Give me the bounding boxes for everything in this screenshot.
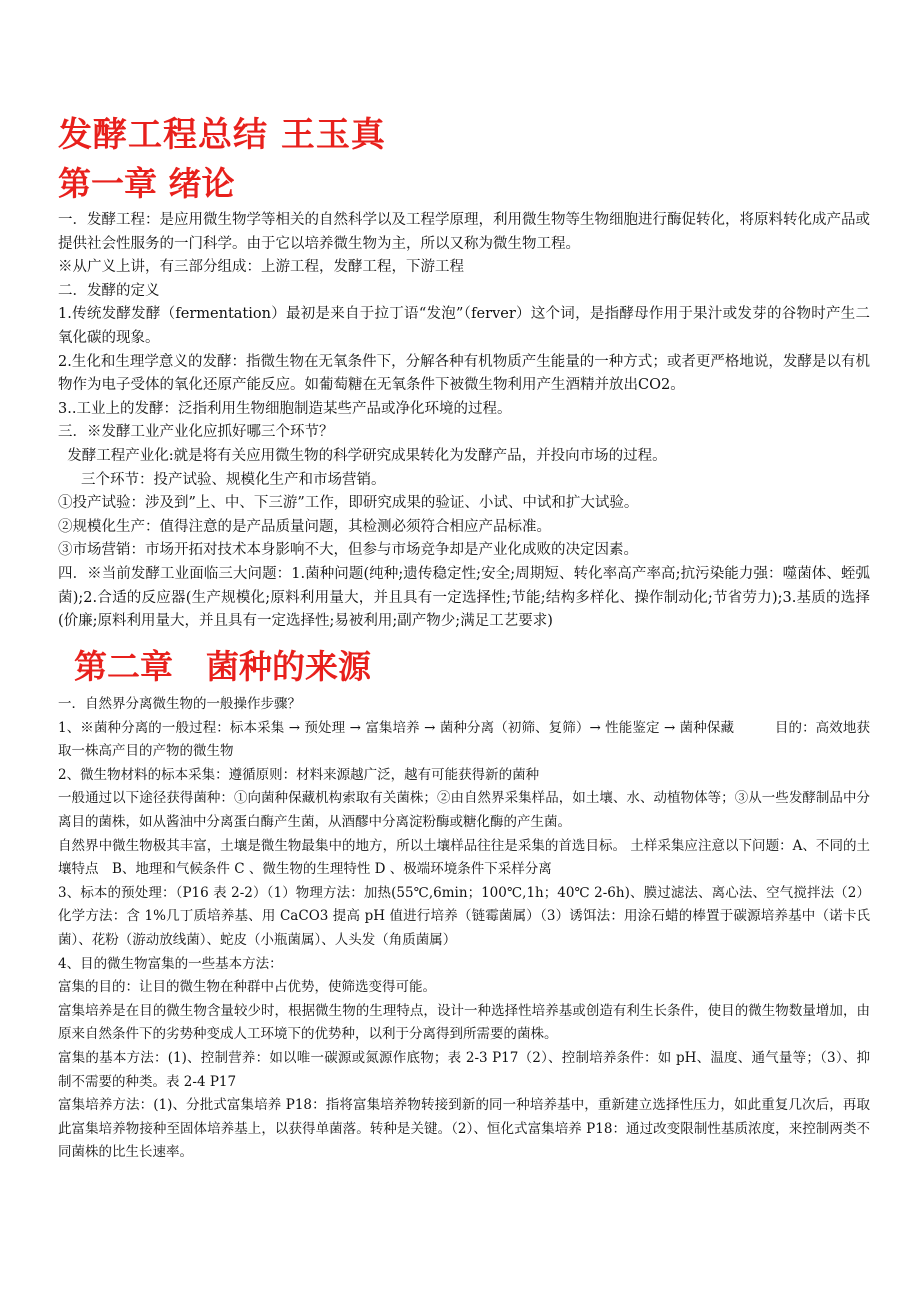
paragraph: 2.生化和生理学意义的发酵：指微生物在无氧条件下，分解各种有机物质产生能量的一种方式；或者更严格地说，发酵是以有机物作为电子受体的氧化还原产能反应。如葡萄糖在无氧条件下被微生物利用产生酒精并放出CO2。	[58, 353, 870, 394]
paragraph: 自然界中微生物极其丰富，土壤是微生物最集中的地方，所以土壤样品往往是采集的首选目标。 土样采集应注意以下问题：A、不同的土壤特点 B、地理和气候条件 C 、微生物的生理特性 D 、极端环境条件下采样分离	[58, 837, 870, 878]
paragraph: 3..工业上的发酵：泛指利用生物细胞制造某些产品或净化环境的过程。	[58, 400, 512, 417]
paragraph: 一．自然界分离微生物的一般操作步骤？	[58, 696, 301, 712]
paragraph: 三．※发酵工业产业化应抓好哪三个环节？	[58, 424, 334, 441]
paragraph: 2、微生物材料的标本采集：遵循原则：材料来源越广泛，越有可能获得新的菌种	[58, 766, 540, 783]
paragraph: ※从广义上讲，有三部分组成：上游工程，发酵工程，下游工程	[58, 259, 464, 276]
paragraph: 四．※当前发酵工业面临三大问题：1.菌种问题(纯种;遗传稳定性;安全;周期短、转化率高产率高;抗污染能力强：噬菌体、蛭弧菌);2.合适的反应器(生产规模化;原料利用量大，并且具有一定选择性;节能;结构多样化、操作制动化;节省劳力);3.基质的选择(价廉;原料利用量大，并且具有一定选择性;易被利用;副产物少;满足工艺要求)	[58, 565, 870, 630]
chapter-2-body	[58, 693, 870, 1165]
document-title: 发酵工程总结 王玉真	[58, 115, 386, 155]
chapter-1-heading: 第一章 绪论	[58, 164, 235, 203]
chapter-1-body	[58, 209, 870, 634]
paragraph: 富集的目的：让目的微生物在种群中占优势，使筛选变得可能。	[58, 979, 436, 996]
paragraph: 3、标本的预处理：（P16 表 2-2）（1）物理方法：加热(55℃,6min；100℃,1h；40℃ 2-6h)、膜过滤法、离心法、空气搅拌法（2）化学方法：含 1%几丁质培养基、用 CaCO3 提高 pH 值进行培养（链霉菌属）（3）诱饵法：用涂石蜡的棒置于碳源培养基中（诺卡氏菌）、花粉（游动放线菌）、蛇皮（小瓶菌属）、人头发（角质菌属）	[58, 884, 870, 948]
paragraph: 一般通过以下途径获得菌种：①向菌种保藏机构索取有关菌株；②由自然界采集样品，如土壤、水、动植物体等；③从一些发酵制品中分离目的菌株，如从酱油中分离蛋白酶产生菌，从酒醪中分离淀粉酶或糖化酶的产生菌。	[58, 790, 870, 830]
paragraph: ③市场营销：市场开拓对技术本身影响不大，但参与市场竞争却是产业化成败的决定因素。	[58, 542, 638, 559]
paragraph: 三个环节：投产试验、规模化生产和市场营销。	[58, 471, 386, 488]
chapter-2-heading: 第二章 菌种的来源	[74, 647, 371, 686]
paragraph: 1、※菌种分离的一般过程：标本采集 → 预处理 → 富集培养 → 菌种分离（初筛、复筛）→ 性能鉴定 → 菌种保藏 目的：高效地获取一株高产目的产物的微生物	[58, 719, 870, 760]
paragraph: ②规模化生产：值得注意的是产品质量问题，其检测必须符合相应产品标准。	[58, 518, 551, 535]
paragraph: 富集培养是在目的微生物含量较少时，根据微生物的生理特点，设计一种选择性培养基或创造有利生长条件，使目的微生物数量增加，由原来自然条件下的劣势种变成人工环境下的优势种，以利于分离得到所需要的菌株。	[58, 1002, 870, 1043]
paragraph: ①投产试验：涉及到”上、中、下三游”工作，即研究成果的验证、小试、中试和扩大试验。	[58, 495, 639, 512]
paragraph: 富集培养方法：(1)、分批式富集培养 P18：指将富集培养物转接到新的同一种培养基中，重新建立选择性压力，如此重复几次后，再取此富集培养物接种至固体培养基上，以获得单菌落。转种是关键。（2）、恒化式富集培养 P18：通过改变限制性基质浓度，来控制两类不同菌株的比生长速率。	[58, 1097, 870, 1161]
paragraph: 一．发酵工程：是应用微生物学等相关的自然科学以及工程学原理，利用微生物等生物细胞进行酶促转化，将原料转化成产品或提供社会性服务的一门科学。由于它以培养微生物为主，所以又称为微生物工程。	[58, 212, 870, 252]
paragraph: 发酵工程产业化:就是将有关应用微生物的科学研究成果转化为发酵产品，并投向市场的过程。	[58, 447, 667, 464]
paragraph: 二．发酵的定义	[58, 282, 160, 299]
paragraph: 4、目的微生物富集的一些基本方法：	[58, 955, 283, 972]
paragraph: 1.传统发酵发酵（fermentation）最初是来自于拉丁语“发泡”（ferver）这个词，是指酵母作用于果汁或发芽的谷物时产生二氧化碳的现象。	[58, 306, 870, 346]
paragraph: 富集的基本方法：(1)、控制营养：如以唯一碳源或氮源作底物；表 2-3 P17（2）、控制培养条件：如 pH、温度、通气量等；（3）、抑制不需要的种类。表 2-4 P17	[58, 1049, 870, 1090]
